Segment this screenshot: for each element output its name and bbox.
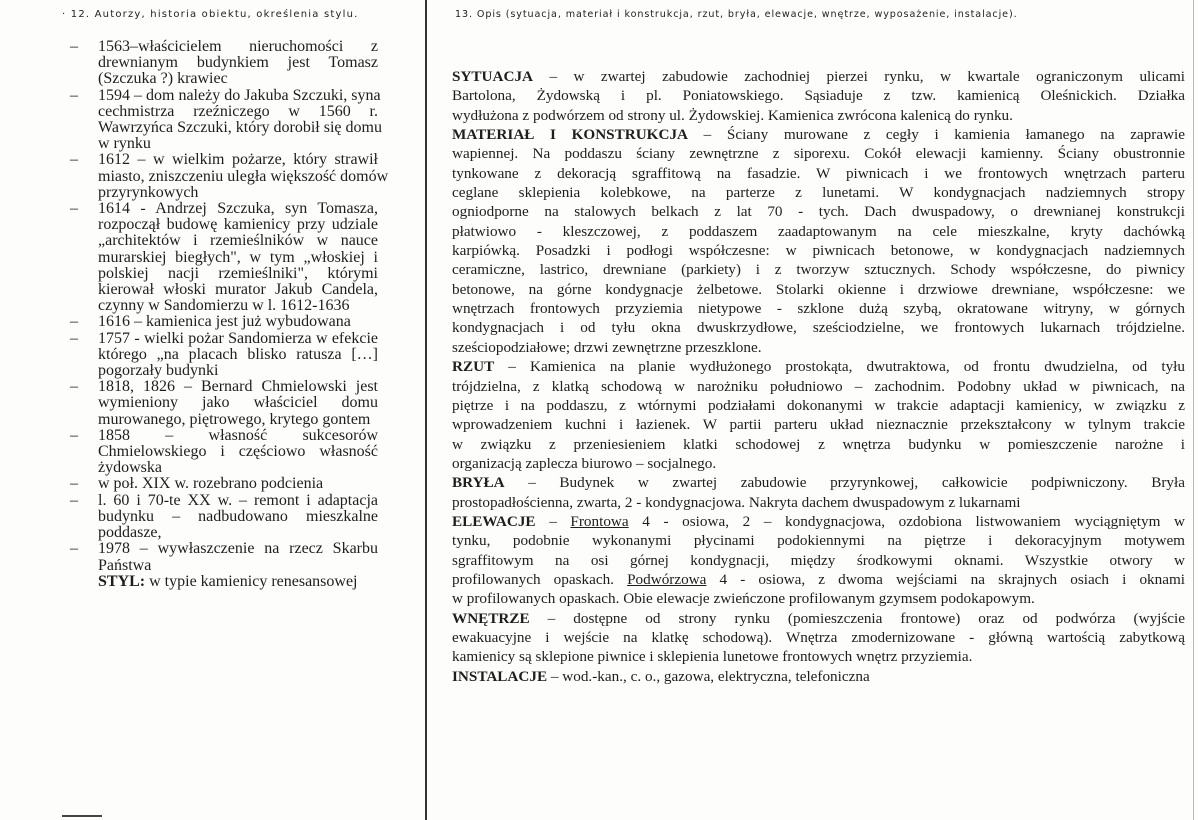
text-line <box>98 266 378 282</box>
text-line <box>98 104 378 120</box>
text-line <box>452 202 1185 221</box>
section-heading: INSTALACJE <box>452 667 548 685</box>
text-line <box>98 541 378 557</box>
paragraph-materiał-i-konstrukcja <box>452 125 1185 357</box>
line-text: tynkowane z dekoracją sgraffitową na fasadzie. W piwnicach i we frontowych wnętrzach parteru <box>452 164 1185 182</box>
text-line <box>98 233 378 249</box>
text-line <box>98 509 378 525</box>
line-text: 4 - osiowa, z dwoma wejściami na skrajnych osiach i oknami <box>706 570 1186 588</box>
bullet-dash: – <box>70 475 78 493</box>
section-13-header: 13. Opis (sytuacja, materiał i konstrukcja, rzut, bryła, elewacje, wnętrze, wyposażenie, instalacje). <box>455 9 1018 20</box>
line-text: sześciopodziałowe; drzwi zewnętrzne przeszklone. <box>452 338 762 356</box>
line-text: – wod.-kan., c. o., gazowa, elektryczna, telefoniczna <box>547 667 870 685</box>
text-line <box>98 55 378 71</box>
text-line <box>98 152 378 168</box>
line-text: 1818, 1826 – Bernard Chmielowski jest <box>98 378 378 396</box>
section-heading: MATERIAŁ I KONSTRUKCJA <box>452 126 689 144</box>
history-item <box>70 428 378 477</box>
line-text: 4 - osiowa, 2 – kondygnacjowa, ozdobiona listwowaniem wyciągniętym w <box>628 512 1185 530</box>
section-heading: SYTUACJA <box>452 68 534 85</box>
history-item <box>70 493 378 542</box>
text-line <box>98 201 378 217</box>
line-text: l. 60 i 70-te XX w. – remont i adaptacja <box>98 491 378 509</box>
line-text: 1616 – kamienica jest już wybudowana <box>98 313 351 331</box>
line-text: prostopadłościenna, zwarta, 2 - kondygnacjowa. Nakryta dachem dwuspadowym z lukarnami <box>452 493 1021 511</box>
line-text: 1563–właścicielem nieruchomości z <box>98 38 378 55</box>
line-text: murarskiej biegłych", w tym „włoskiej i <box>98 248 378 266</box>
text-line <box>452 260 1185 279</box>
text-line <box>452 241 1185 260</box>
section-12-header: · 12. Autorzy, historia obiektu, określenia stylu. <box>62 9 359 20</box>
bullet-dash: – <box>70 378 78 396</box>
line-text: 1757 - wielki pożar Sandomierza w efekcie <box>98 329 378 347</box>
text-line <box>452 106 1185 125</box>
history-item <box>70 379 378 428</box>
line-text: betonowe, na górne kondygnacje żelbetowe. Stolarki okienne i drzwiowe drewniane, współczesne: we <box>452 280 1185 298</box>
line-text: rozpoczął budowę kamienicy przy udziale <box>98 216 378 234</box>
line-text: wprowadzeniem kuchni i łazienek. W partii parteru układ nieznacznie przekształcony w tylnym trakcie <box>452 416 1185 434</box>
line-text: którego „na placach blisko ratusza […] <box>98 345 378 363</box>
section-heading: RZUT <box>452 358 495 376</box>
line-text: ogniodporne na stalowych belkach z lat 70 - tych. Dach dwuspadowy, o drewnianej konstrukcji <box>452 203 1185 221</box>
text-line <box>98 558 378 574</box>
text-line <box>452 86 1185 105</box>
underlined-term: Podwórzowa <box>627 570 707 588</box>
line-text: w profilowanych opaskach. Obie elewacje zwieńczone profilowanym gzymsem podokapowym. <box>452 590 1035 608</box>
text-line <box>452 551 1185 570</box>
line-text: tynku, podobnie wykonanymi płycinami podokiennymi na piętrze i dekoracyjnym motywem <box>452 532 1185 550</box>
line-text: wymieniony jako właściciel domu <box>98 394 378 412</box>
line-text: Państwa <box>98 556 152 574</box>
text-line <box>452 299 1185 318</box>
line-text: poddasze, <box>98 524 162 542</box>
text-line <box>98 460 378 476</box>
text-line <box>98 395 378 411</box>
text-line <box>98 86 381 104</box>
text-line <box>452 318 1185 337</box>
line-text: w typie kamienicy renesansowej <box>145 572 358 590</box>
line-text: – w zwartej zabudowie zachodniej pierzei rynku, w kwartale ograniczonym ulicami <box>533 68 1185 85</box>
text-line <box>452 609 1185 628</box>
text-line <box>452 338 1185 357</box>
text-line <box>98 282 378 298</box>
line-text: profilowanych opaskach. <box>452 570 628 588</box>
text-line <box>98 412 378 428</box>
line-text: Bartolona, Żydowską i pl. Poniatowskiego. Sąsiaduje z tzw. kamienicą Oleśnickich. Działka <box>452 87 1185 105</box>
line-text: 1612 – w wielkim pożarze, który strawił <box>98 151 378 169</box>
style-line <box>70 574 378 590</box>
line-text: – <box>535 512 571 530</box>
text-line <box>98 525 378 541</box>
bullet-dash: – <box>70 38 78 55</box>
bullet-dash: – <box>70 313 78 331</box>
text-line <box>452 164 1185 183</box>
text-line <box>452 512 1185 531</box>
line-text: ceramiczne, lastrico, drewniane (parkiety) i z tworzyw sztucznych. Schody współczesne, do piwnicy <box>452 261 1185 279</box>
text-line <box>452 415 1185 434</box>
line-text: ceglane sklepienia kolebkowe, na parterze z lunetami. W kondygnacjach nadziemnych stropy <box>452 184 1185 202</box>
text-line <box>452 377 1185 396</box>
bullet-dash: – <box>70 151 78 169</box>
text-line <box>452 493 1185 512</box>
paragraph-instalacje <box>452 667 1185 686</box>
text-line <box>98 379 378 395</box>
paragraph-elewacje <box>452 512 1185 609</box>
text-line <box>452 667 1185 686</box>
history-item <box>70 201 378 314</box>
line-text: pogorzały budynki <box>98 362 219 380</box>
text-line <box>452 222 1185 241</box>
line-text: w poł. XIX w. rozebrano podcienia <box>98 475 324 493</box>
history-item <box>70 314 378 330</box>
line-text: wnętrzach frontowych przyziemia nietypowe - szklone dużą szybą, okratowane witryny, w górnych <box>452 300 1185 318</box>
line-text: 1614 - Andrzej Szczuka, syn Tomasza, <box>98 200 378 218</box>
line-text: kamienicy są sklepione piwnice i sklepienia lunetowe frontowych wnętrz przyziemia. <box>452 648 973 666</box>
paragraph-sytuacja <box>452 67 1185 125</box>
text-line <box>98 250 378 266</box>
text-line <box>98 476 378 492</box>
line-text: Chmielowskiego i częściowo własność <box>98 443 378 461</box>
text-line <box>452 144 1185 163</box>
line-text: drewnianym budynkiem jest Tomasz <box>98 54 378 72</box>
text-line <box>452 67 1185 86</box>
text-line <box>452 396 1185 415</box>
line-text: w związku z przeniesieniem klatki schodowej z wnętrza budynku w pomieszczenie narożne i <box>452 435 1185 453</box>
text-line <box>98 347 378 363</box>
history-item <box>70 151 389 201</box>
bullet-dash: – <box>70 491 78 509</box>
page-edge <box>1193 0 1194 820</box>
text-line <box>98 298 378 314</box>
line-text: murowanego, piętrowego, krytego gontem <box>98 410 371 428</box>
line-text: – dostępne od strony rynku (pomieszczenia frontowe) oraz od podwórza (wyjście <box>529 609 1185 627</box>
text-line <box>452 531 1185 550</box>
line-text: w rynku <box>98 135 151 153</box>
text-line <box>98 444 378 460</box>
bullet-dash: – <box>70 329 78 347</box>
text-line <box>98 217 378 233</box>
history-item <box>70 476 378 492</box>
bullet-dash: – <box>70 86 78 104</box>
text-line <box>452 454 1185 473</box>
text-line <box>98 428 378 444</box>
line-text: płatwiowo - kleszczowej, z poddaszem zaadaptowanym na cele mieszkalne, kryty dachówką <box>452 222 1185 240</box>
text-line <box>452 125 1185 144</box>
section-heading: WNĘTRZE <box>452 609 530 627</box>
text-line <box>98 119 382 137</box>
paragraph-rzut <box>452 357 1185 473</box>
bullet-dash: – <box>70 540 78 558</box>
description-section <box>452 67 1185 686</box>
line-text: żydowska <box>98 459 162 477</box>
bullet-dash: – <box>70 426 78 444</box>
line-text: przyrynkowych <box>98 183 199 201</box>
text-line <box>452 357 1185 376</box>
line-text: 1978 – wywłaszczenie na rzecz Skarbu <box>98 540 378 558</box>
history-item <box>70 541 378 573</box>
text-line <box>98 185 378 201</box>
line-text: kondygnacjach i od tyłu okna dwuskrzydłowe, sześciodzielne, we frontowych lukarnach trójdzielne. <box>452 319 1185 337</box>
line-text: piętrze i na poddaszu, z wtórnymi podziałami dokonanymi w trakcie adaptacji kamienicy, w związku z <box>452 396 1185 414</box>
section-heading: BRYŁA <box>452 474 505 492</box>
text-line <box>98 314 378 330</box>
text-line <box>98 363 378 379</box>
text-line <box>98 493 378 509</box>
paragraph-wnętrze <box>452 609 1185 667</box>
text-line <box>98 574 378 590</box>
line-text: czynny w Sandomierzu w l. 1612-1636 <box>98 297 350 315</box>
history-list <box>70 38 389 590</box>
line-text: ewakuacyjne i wejście na klatkę schodową). Wnętrza zmodernizowane - główną wartością zabytkową <box>452 628 1185 646</box>
line-text: – Kamienica na planie wydłużonego prostokąta, dwutraktowa, od frontu dwudzielna, od tyłu <box>494 358 1185 376</box>
text-line <box>98 39 378 55</box>
line-text: budynku – nadbudowano mieszkalne <box>98 507 378 525</box>
text-line <box>452 570 1185 589</box>
line-text: trójdzielna, z klatką schodową w narożniku południowo – zachodnim. Podobny układ w piwnicach, na <box>452 377 1185 395</box>
text-line <box>452 628 1185 647</box>
text-line <box>98 331 378 347</box>
text-line <box>452 183 1185 202</box>
line-text: 1858 – własność sukcesorów <box>98 426 378 444</box>
line-text: cechmistrza rzeźniczego w 1560 r. <box>98 102 378 120</box>
line-text: Wawrzyńca Szczuki, który dorobił się domu <box>98 119 382 137</box>
underlined-term: Frontowa <box>570 512 629 530</box>
line-text: wydłużona z podwórzem od strony ul. Żydowskiej. Kamienica zwrócona kalenicą do rynku. <box>452 106 1013 124</box>
text-line <box>452 647 1185 666</box>
line-text: (Szczuka ?) krawiec <box>98 70 228 88</box>
bullet-dash: – <box>70 200 78 218</box>
text-line <box>98 136 378 152</box>
line-text: polskiej nacji rzemieślniki", którymi <box>98 264 378 282</box>
line-text: – Budynek w zwartej zabudowie przyrynkowej, całkowicie podpiwniczony. Bryła <box>504 474 1185 492</box>
line-text: – Ściany murowane z cegły i kamienia łamanego na zaprawie <box>688 126 1185 144</box>
text-line <box>452 589 1185 608</box>
scan-mark <box>62 815 102 817</box>
history-item <box>70 331 378 380</box>
paragraph-bryła <box>452 473 1185 512</box>
line-text: wapiennej. Na poddaszu ściany zewnętrzne z siporexu. Cokół elewacji kamienny. Ściany obustronnie <box>452 145 1185 163</box>
style-label: STYL: <box>98 572 146 590</box>
line-text: organizacją zaplecza biurowo – socjalnego. <box>452 454 717 472</box>
text-line <box>98 71 378 87</box>
section-heading: ELEWACJE <box>452 512 536 530</box>
column-divider <box>425 0 427 820</box>
text-line <box>452 280 1185 299</box>
line-text: miasto, zniszczeniu uległa większość domów <box>98 167 389 185</box>
text-line <box>98 167 389 185</box>
history-item <box>70 39 378 88</box>
text-line <box>452 435 1185 454</box>
text-line <box>452 473 1185 492</box>
line-text: sgraffitowym na osi górnej kondygnacji, między środkowymi oknami. Wszystkie otwory w <box>452 551 1185 569</box>
line-text: „architektów i rzemieślników w nauce <box>98 232 378 250</box>
line-text: kierował włoski murator Jakub Candela, <box>98 281 378 299</box>
line-text: karpiówką. Posadzki i podłogi współczesne: w piwnicach betonowe, w kondygnacjach nadziemnych <box>452 242 1185 260</box>
line-text: 1594 – dom należy do Jakuba Szczuki, syna <box>98 86 381 104</box>
history-item <box>70 86 382 153</box>
